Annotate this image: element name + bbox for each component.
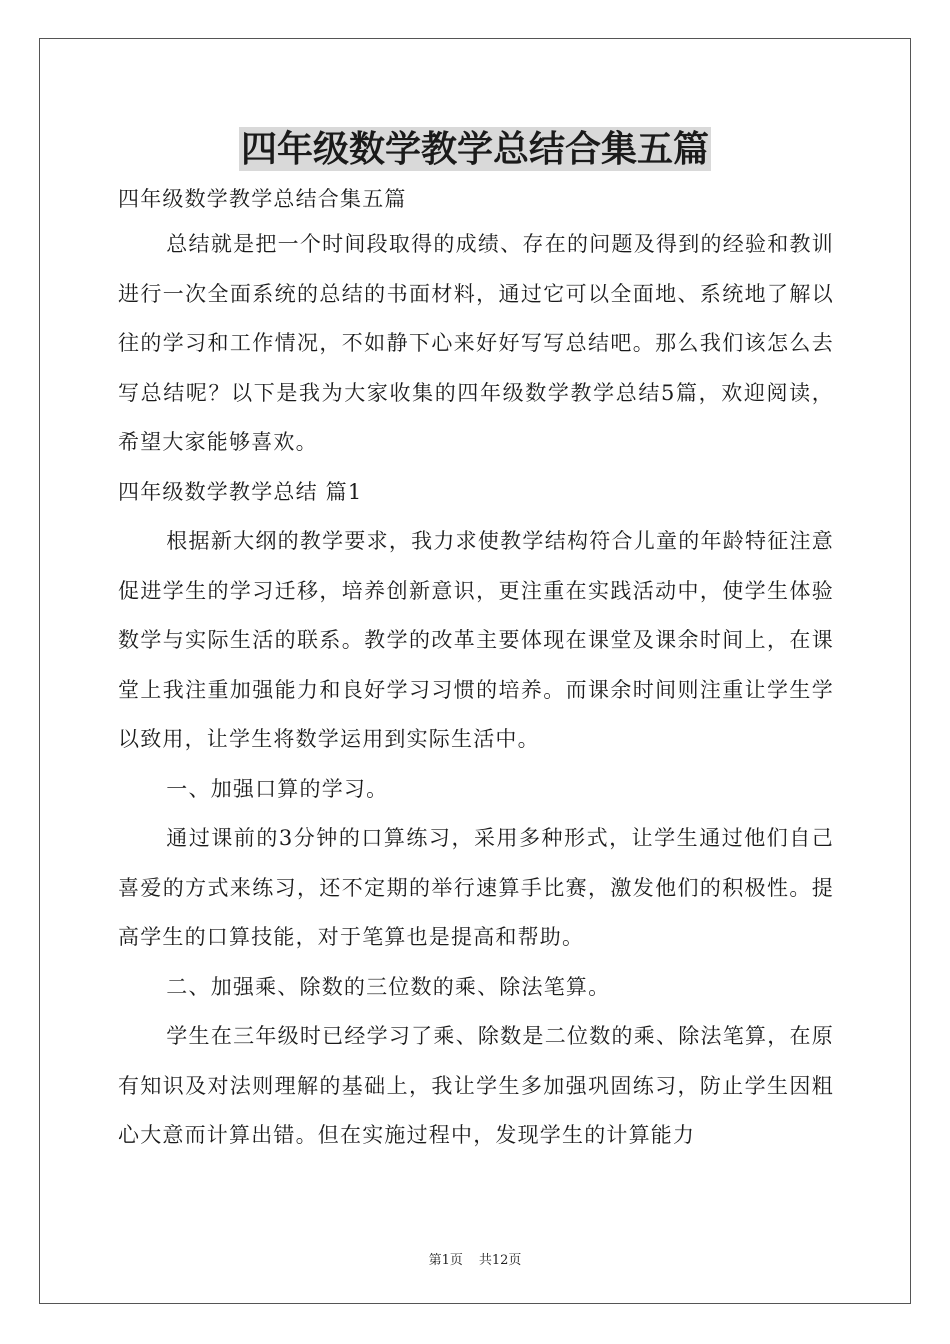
list-heading-1: 一、加强口算的学习。 [166,776,389,801]
document-body [118,178,834,1161]
page-number: 第1页 [428,1253,463,1268]
page-total: 共12页 [478,1253,522,1268]
body-paragraph: 通过课前的3分钟的口算练习，采用多种形式，让学生通过他们自己喜爱的方式来练习，还不定期的举行速算手比赛，激发他们的积极性。提高学生的口算技能，对于笔算也是提高和帮助。 [118,826,834,949]
document-title: 四年级数学教学总结合集五篇 [240,128,709,170]
section-heading-1: 四年级数学教学总结 篇1 [118,479,363,504]
document-subtitle: 四年级数学教学总结合集五篇 [118,187,407,211]
intro-paragraph: 总结就是把一个时间段取得的成绩、存在的问题及得到的经验和教训进行一次全面系统的总结的书面材料，通过它可以全面地、系统地了解以往的学习和工作情况，不如静下心来好好写写总结吧。那么我们该怎么去写总结呢？以下是我为大家收集的四年级数学教学总结5篇，欢迎阅读，希望大家能够喜欢。 [118,232,834,454]
list-heading-2: 二、加强乘、除数的三位数的乘、除法笔算。 [166,974,611,999]
title-container [0,127,950,171]
body-paragraph: 学生在三年级时已经学习了乘、除数是二位数的乘、除法笔算，在原有知识及对法则理解的基础上，我让学生多加强巩固练习，防止学生因粗心大意而计算出错。但在实施过程中，发现学生的计算能力 [118,1024,834,1147]
body-paragraph: 根据新大纲的教学要求，我力求使教学结构符合儿童的年龄特征注意促进学生的学习迁移，培养创新意识，更注重在实践活动中，使学生体验数学与实际生活的联系。教学的改革主要体现在课堂及课余时间上，在课堂上我注重加强能力和良好学习习惯的培养。而课余时间则注重让学生学以致用，让学生将数学运用到实际生活中。 [118,529,834,751]
page-footer [0,1249,950,1268]
